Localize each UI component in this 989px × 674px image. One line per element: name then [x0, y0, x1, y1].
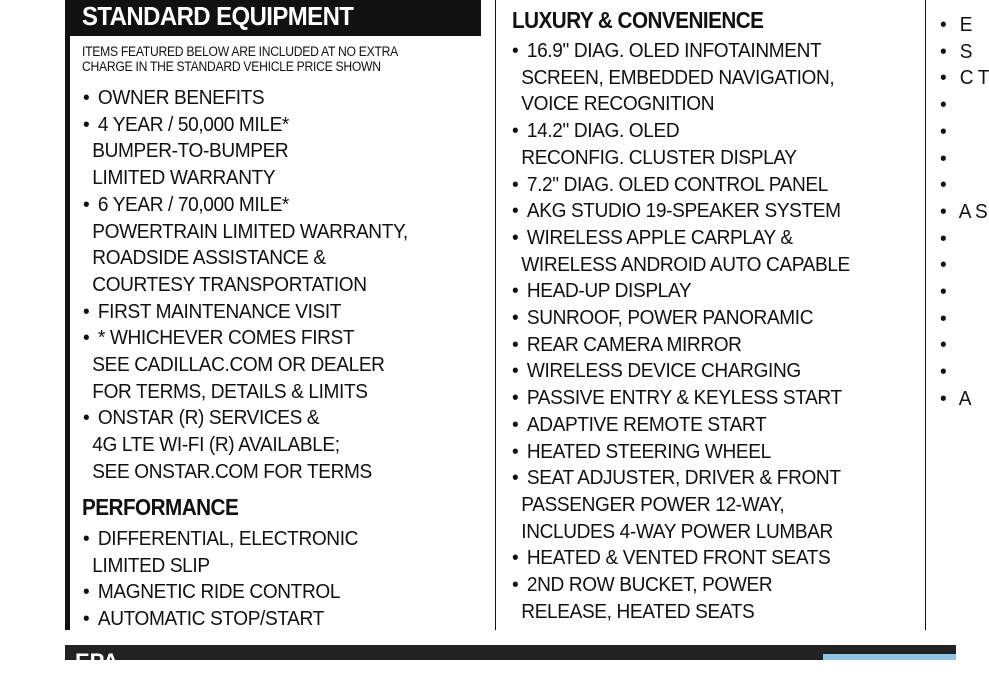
list-item: [940, 199, 988, 226]
bullet-icon: •: [83, 86, 90, 109]
list-item: [83, 526, 455, 579]
list-item: [940, 172, 968, 199]
price-note: ITEMS FEATURED BELOW ARE INCLUDED AT NO EXTRA CHARGE IN THE STANDARD VEHICLE PRICE SHOWN: [82, 44, 398, 74]
epa-footer-bar: [65, 645, 956, 674]
list-item: [940, 359, 968, 386]
list-item-text: C T: [954, 66, 989, 90]
bullet-icon: •: [512, 306, 519, 330]
epa-label: EPA: [75, 649, 119, 674]
list-item-text: FIRST MAINTENANCE VISIT: [97, 299, 342, 323]
bullet-icon: •: [512, 39, 519, 62]
list-item: [512, 572, 889, 625]
footer-badge: [823, 654, 956, 660]
bullet-icon: •: [940, 199, 947, 223]
list-item: [83, 606, 455, 633]
bullet-icon: •: [83, 326, 90, 350]
list-item: [512, 38, 889, 118]
list-item-text: 6 YEAR / 70,000 MILE* POWERTRAIN LIMITED WARRANTY, ROADSIDE ASSISTANCE & COURTESY TRANSPORTATION: [92, 192, 408, 296]
list-item: [512, 198, 889, 225]
list-item: [940, 252, 968, 279]
bullet-icon: •: [940, 253, 947, 277]
list-item: [512, 225, 889, 278]
bullet-icon: •: [512, 439, 519, 463]
bullet-icon: •: [512, 332, 519, 356]
list-item-text: 16.9" DIAG. OLED INFOTAINMENT SCREEN, EMBEDDED NAVIGATION, VOICE RECOGNITION: [521, 39, 835, 116]
list-item-text: 14.2" DIAG. OLED RECONFIG. CLUSTER DISPLAY: [521, 119, 797, 169]
list-item-text: 7.2" DIAG. OLED CONTROL PANEL: [526, 172, 828, 196]
bullet-icon: •: [83, 112, 90, 136]
list-item: [512, 118, 889, 171]
list-item-text: AUTOMATIC STOP/START: [97, 607, 324, 631]
list-item: [512, 465, 889, 545]
list-item-text: 4 YEAR / 50,000 MILE* BUMPER-TO-BUMPER LIMITED WARRANTY: [92, 112, 289, 190]
list-item: [83, 112, 455, 192]
bullet-icon: •: [83, 580, 90, 604]
list-item-text: E: [954, 13, 973, 36]
next-column-list-partial: [940, 12, 989, 413]
list-item: [512, 332, 889, 359]
list-item-text: 2ND ROW BUCKET, POWER RELEASE, HEATED SEATS: [521, 573, 773, 623]
list-item-text: AKG STUDIO 19-SPEAKER SYSTEM: [526, 199, 841, 223]
bullet-icon: •: [512, 225, 519, 249]
bullet-icon: •: [83, 527, 90, 550]
list-item-text: ONSTAR (R) SERVICES & 4G LTE WI-FI (R) AVAILABLE; SEE ONSTAR.COM FOR TERMS: [92, 406, 372, 483]
list-item: [512, 278, 889, 305]
bullet-icon: •: [512, 386, 519, 410]
list-item: [940, 39, 973, 66]
list-item-text: REAR CAMERA MIRROR: [526, 332, 742, 356]
list-item-text: * WHICHEVER COMES FIRST SEE CADILLAC.COM OR DEALER FOR TERMS, DETAILS & LIMITS: [92, 326, 385, 403]
bullet-icon: •: [83, 299, 90, 323]
bullet-icon: •: [940, 146, 947, 170]
bullet-icon: •: [940, 280, 947, 304]
list-item-text: SEAT ADJUSTER, DRIVER & FRONT PASSENGER POWER 12-WAY, INCLUDES 4-WAY POWER LUMBAR: [521, 466, 841, 543]
list-item-text: S: [954, 39, 973, 63]
list-item-text: ADAPTIVE REMOTE START: [526, 412, 767, 436]
list-item-text: DIFFERENTIAL, ELECTRONIC LIMITED SLIP: [92, 527, 359, 577]
bullet-icon: •: [83, 192, 90, 216]
bullet-icon: •: [940, 333, 947, 357]
column-divider-2: [925, 0, 926, 630]
luxury-convenience-title: LUXURY & CONVENIENCE: [512, 7, 764, 33]
bullet-icon: •: [83, 607, 90, 631]
bullet-icon: •: [512, 279, 519, 303]
bullet-icon: •: [940, 66, 947, 90]
bullet-icon: •: [512, 412, 519, 436]
bullet-icon: •: [512, 199, 519, 223]
header-title: STANDARD EQUIPMENT: [82, 1, 354, 31]
list-item-text: WIRELESS APPLE CARPLAY & WIRELESS ANDROID AUTO CAPABLE: [521, 225, 850, 276]
list-item: [83, 325, 455, 405]
owner-benefits-list: [83, 85, 483, 486]
bullet-icon: •: [83, 406, 90, 430]
list-item-text: PASSIVE ENTRY & KEYLESS START: [526, 386, 842, 410]
bullet-icon: •: [940, 13, 947, 36]
list-item: [940, 332, 968, 359]
performance-title: PERFORMANCE: [82, 494, 239, 520]
list-item: [940, 65, 989, 92]
left-border-rule: [65, 0, 70, 630]
bullet-icon: •: [940, 93, 947, 117]
bullet-icon: •: [512, 466, 519, 490]
list-item: [940, 279, 968, 306]
standard-equipment-header: [70, 0, 481, 36]
list-item: [83, 85, 455, 112]
list-item-text: HEATED & VENTED FRONT SEATS: [526, 546, 831, 570]
bullet-icon: •: [512, 119, 519, 143]
bullet-icon: •: [940, 119, 947, 143]
bullet-icon: •: [512, 172, 519, 196]
bullet-icon: •: [512, 546, 519, 570]
list-item: [940, 146, 968, 173]
list-item: [512, 358, 889, 385]
bullet-icon: •: [940, 39, 947, 63]
list-item-text: OWNER BENEFITS: [97, 86, 265, 109]
list-item: [940, 12, 973, 39]
bullet-icon: •: [940, 306, 947, 330]
bullet-icon: •: [512, 573, 519, 597]
list-item: [940, 226, 968, 253]
list-item: [940, 92, 968, 119]
list-item-text: SUNROOF, POWER PANORAMIC: [526, 306, 814, 330]
list-item-text: MAGNETIC RIDE CONTROL: [97, 580, 341, 604]
list-item: [83, 579, 455, 606]
list-item: [940, 119, 968, 146]
bullet-icon: •: [940, 360, 947, 384]
list-item: [512, 172, 889, 199]
list-item: [512, 385, 889, 412]
column-divider-1: [495, 0, 496, 630]
list-item-text: WIRELESS DEVICE CHARGING: [526, 359, 801, 383]
bullet-icon: •: [940, 173, 947, 197]
list-item: [83, 192, 455, 299]
bullet-icon: •: [940, 226, 947, 250]
list-item: [512, 439, 889, 466]
bullet-icon: •: [940, 386, 947, 410]
list-item-text: HEATED STEERING WHEEL: [526, 439, 771, 463]
list-item: [512, 305, 889, 332]
performance-list: [83, 526, 483, 633]
list-item: [940, 306, 968, 333]
list-item: [512, 412, 889, 439]
list-item: [940, 386, 972, 413]
bullet-icon: •: [512, 359, 519, 383]
list-item: [83, 299, 455, 326]
list-item-text: A S: [954, 199, 988, 223]
luxury-convenience-list: [512, 38, 917, 625]
list-item-text: A: [954, 386, 972, 410]
list-item: [83, 405, 455, 485]
list-item-text: HEAD-UP DISPLAY: [526, 279, 692, 303]
list-item: [512, 545, 889, 572]
